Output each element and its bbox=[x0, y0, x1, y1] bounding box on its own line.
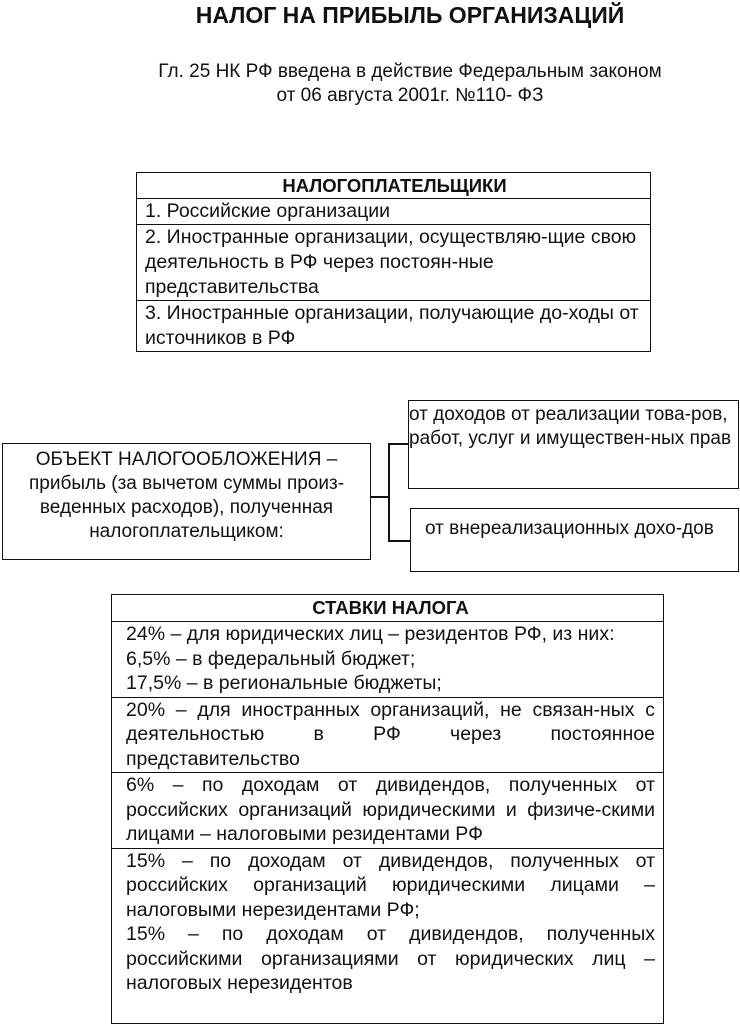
rate-text: 15% – по доходам от дивидендов, полученных от российских организаций юридическими лицами – налоговыми нерезидентами РФ; bbox=[126, 849, 655, 921]
rate-text: 24% – для юридических лиц – резидентов РФ, из них: bbox=[126, 623, 615, 645]
rate-row bbox=[112, 697, 663, 773]
rate-text: 6,5% – в федеральный бюджет; bbox=[126, 647, 416, 670]
connector-stub bbox=[370, 496, 389, 498]
connector-branch-bottom bbox=[388, 540, 411, 542]
tax-object-line: прибыль (за вычетом суммы произ- bbox=[28, 473, 345, 494]
rate-text: 6% – по доходам от дивидендов, полученных от российских организаций юридическими и физиче-скими лицами – налоговыми резидентами РФ bbox=[126, 774, 655, 845]
tax-rates-table bbox=[111, 594, 664, 1024]
connector-branch-top bbox=[388, 443, 409, 445]
tax-object-box bbox=[2, 443, 371, 560]
rate-text: 15% – по доходам от дивидендов, полученных российскими организациями от юридических лиц – налоговых нерезидентов bbox=[126, 923, 655, 994]
subtitle bbox=[80, 60, 740, 108]
rate-row bbox=[112, 848, 663, 997]
tax-object-line: ОБЪЕКТ НАЛОГООБЛОЖЕНИЯ – bbox=[35, 449, 338, 470]
rate-text: 20% – для иностранных организаций, не связан-ных с деятельностью в РФ через постоянное представительство bbox=[126, 698, 655, 770]
taxpayer-item: 1. Российские организации bbox=[137, 198, 650, 224]
rate-row bbox=[112, 772, 663, 848]
tax-object-line: налогоплательщиком: bbox=[89, 521, 284, 542]
rate-text: 17,5% – в региональные бюджеты; bbox=[126, 672, 442, 694]
connector-vertical bbox=[388, 443, 390, 542]
rates-header: СТАВКИ НАЛОГА bbox=[312, 597, 469, 618]
subtitle-line-1: Гл. 25 НК РФ введена в действие Федеральным законом bbox=[158, 61, 662, 82]
taxpayer-item: 3. Иностранные организации, получающие до-ходы от источников в РФ bbox=[137, 300, 650, 351]
page-title: НАЛОГ НА ПРИБЫЛЬ ОРГАНИЗАЦИЙ bbox=[195, 2, 625, 28]
subtitle-line-2: от 06 августа 2001г. №110- ФЗ bbox=[276, 85, 544, 106]
taxpayers-table bbox=[136, 172, 651, 352]
object-branch-nonoperating-income: от внереализационных дохо-дов bbox=[410, 508, 739, 572]
rate-row bbox=[112, 621, 663, 697]
taxpayers-header: НАЛОГОПЛАТЕЛЬЩИКИ bbox=[282, 175, 507, 196]
object-branch-sales-income: от доходов от реализации това-ров, работ, услуг и имуществен-ных прав bbox=[408, 400, 739, 489]
taxpayer-item: 2. Иностранные организации, осуществляю-щие свою деятельность в РФ через постоян-ные представительства bbox=[137, 224, 650, 300]
tax-object-line: веденных расходов), полученная bbox=[39, 497, 334, 518]
